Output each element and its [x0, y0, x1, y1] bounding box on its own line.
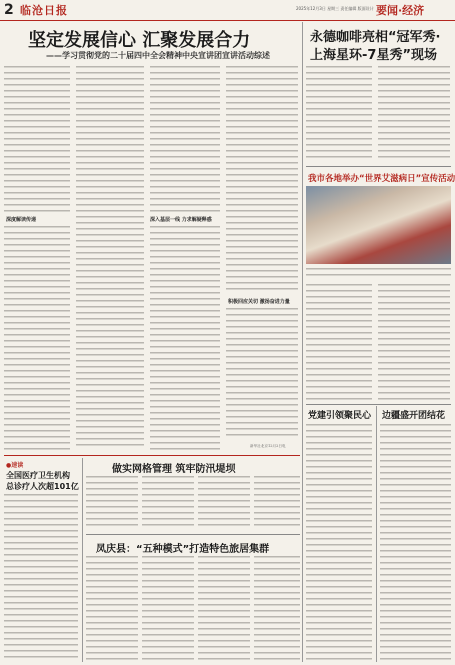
date-line: 2025年12月3日 星期三 责任编辑 版面设计 [296, 6, 374, 11]
fengqing-headline: 凤庆县：“五种模式”打造特色旅居集群 [96, 544, 270, 555]
grid-flood-headline: 做实网格管理 筑牢防汛堤坝 [112, 464, 236, 475]
lead-body-col4a [226, 66, 298, 294]
fengqing-col2 [142, 556, 194, 660]
lead-subtitle: ——学习贯彻党的二十届四中全会精神中央宣讲团宣讲活动综述 [46, 51, 270, 60]
lead-headline: 坚定发展信心 汇聚发展合力 [28, 30, 251, 51]
brief-tag: ●速读 [6, 462, 24, 469]
brief-headline-1: 全国医疗卫生机构 [6, 471, 70, 480]
fengqing-col4 [254, 556, 300, 660]
column-divider [302, 22, 303, 662]
coffee-body-col2 [378, 66, 450, 162]
divider [86, 534, 300, 535]
border-body [380, 424, 451, 660]
divider [306, 404, 451, 405]
grid-flood-col3 [198, 476, 250, 530]
fengqing-col1 [86, 556, 138, 660]
coffee-headline-1: 永德咖啡亮相“冠军秀· [310, 30, 441, 45]
aids-day-photo [306, 186, 451, 264]
grid-flood-col2 [142, 476, 194, 530]
grid-flood-col4 [254, 476, 300, 530]
lead-body-col1b [4, 226, 70, 452]
brief-body [4, 494, 78, 660]
column-divider [82, 458, 83, 662]
aids-day-headline: 我市各地举办“世界艾滋病日”宣传活动 [308, 174, 455, 184]
grid-flood-col1 [86, 476, 138, 530]
lead-body-col3a [150, 66, 220, 214]
lead-body-col4b [226, 308, 298, 440]
lead-subhead-1: 深度解读传递 [6, 217, 37, 223]
page-number: 2 [4, 2, 14, 18]
column-divider [376, 406, 377, 662]
lead-body-col1a [4, 66, 70, 214]
section-divider [4, 455, 300, 456]
lead-subhead-2: 深入基层一线 力求解疑释惑 [150, 217, 212, 223]
brief-headline-2: 总诊疗人次超101亿 [6, 482, 79, 491]
section-title: 要闻·经济 [376, 4, 425, 17]
border-unity-headline: 边疆盛开团结花 [382, 411, 446, 421]
paper-logo: 临沧日报 [20, 4, 68, 17]
party-building-headline: 党建引领聚民心 [308, 411, 372, 421]
lead-subhead-3: 积极回应关切 激扬奋进力量 [228, 299, 290, 305]
aids-body-col2 [378, 284, 450, 400]
coffee-headline-2: 上海星环-7星秀”现场 [310, 48, 437, 63]
lead-source: 新华社北京12月2日电 [250, 444, 286, 448]
aids-photo-caption [306, 268, 451, 280]
lead-body-col2 [76, 66, 144, 450]
fengqing-col3 [198, 556, 250, 660]
lead-body-col3b [150, 226, 220, 452]
coffee-body-col1 [306, 66, 372, 162]
party-body [306, 424, 372, 660]
aids-body-col1 [306, 284, 372, 400]
divider [306, 166, 451, 167]
